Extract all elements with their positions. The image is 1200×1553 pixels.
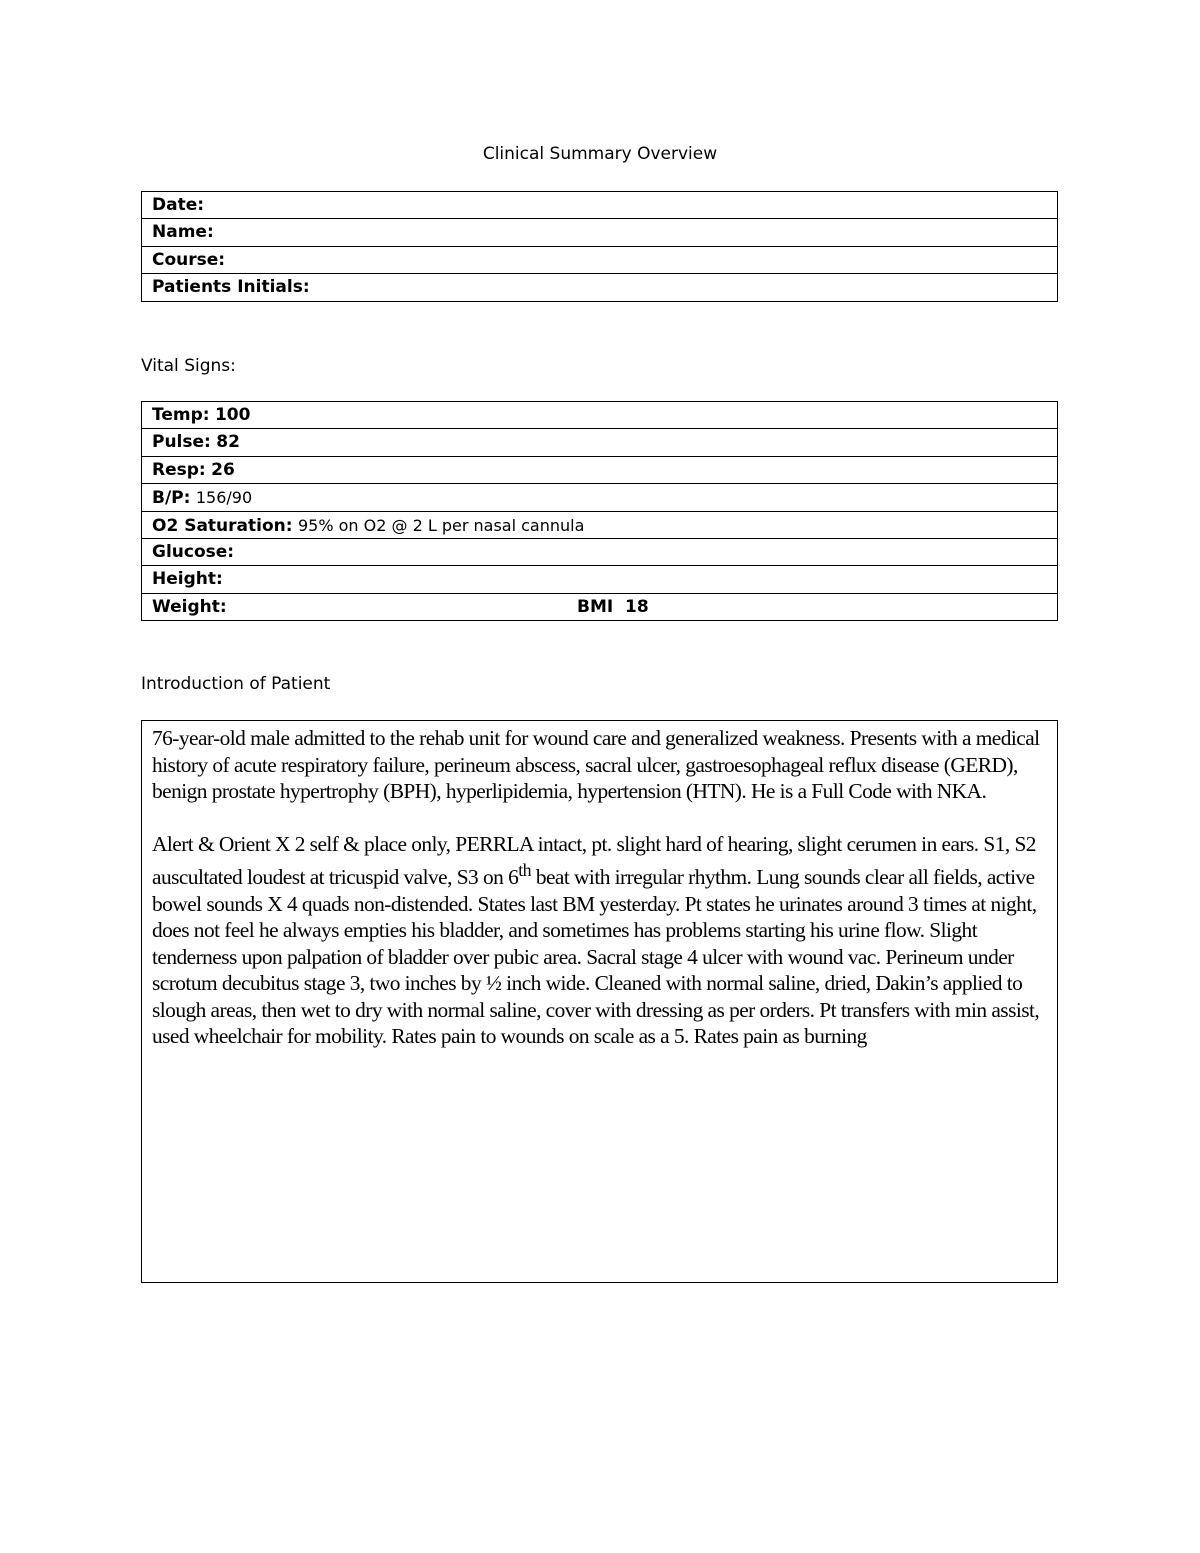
ordinal-suffix: th xyxy=(518,860,532,880)
assessment-text-part1: Alert & Orient X 2 self & place only, PERRLA intact, pt. slight hard of hearing, slight cerumen in ears. S1, S2 auscultated loudest at tricuspid valve, S3 on 6 xyxy=(152,831,1036,890)
name-label: Name: xyxy=(152,222,214,243)
weight-label: Weight: xyxy=(152,596,227,617)
resp-row xyxy=(142,457,1057,484)
o2-label: O2 Saturation: xyxy=(152,515,293,536)
student-info-table xyxy=(141,191,1058,302)
bmi-value: 18 xyxy=(625,596,649,617)
bp-value: 156/90 xyxy=(195,488,253,508)
glucose-label: Glucose: xyxy=(152,541,235,562)
pulse-label: Pulse: xyxy=(152,432,211,453)
resp-label: Resp: xyxy=(152,459,206,480)
o2-value: 95% on O2 @ 2 L per nasal cannula xyxy=(297,515,585,535)
patient-initials-label: Patients Initials: xyxy=(152,277,310,298)
introduction-box xyxy=(141,720,1058,1283)
o2-row xyxy=(142,512,1057,539)
intro-paragraph-history: 76-year-old male admitted to the rehab unit for wound care and generalized weakness. Presents with a medical history of acute respiratory failure, perineum abscess, sacral ulcer, gastroesophageal reflux disease (GERD), benign prostate hypertrophy (BPH), hyperlipidemia, hypertension (HTN). He is a Full Code with NKA. xyxy=(152,726,1040,803)
bmi-field xyxy=(577,594,649,621)
temp-label: Temp: xyxy=(152,405,210,425)
temp-value: 100 xyxy=(214,405,251,425)
date-label: Date: xyxy=(152,195,205,215)
pulse-row xyxy=(142,429,1057,456)
bp-label: B/P: xyxy=(152,488,191,509)
course-row xyxy=(142,247,1057,274)
introduction-heading: Introduction of Patient xyxy=(141,674,331,694)
glucose-row xyxy=(142,539,1057,566)
page-title: Clinical Summary Overview xyxy=(482,144,718,164)
date-row xyxy=(142,192,1057,219)
patient-initials-row xyxy=(142,274,1057,301)
intro-paragraph-assessment xyxy=(152,831,1047,1050)
course-label: Course: xyxy=(152,249,226,270)
name-row xyxy=(142,219,1057,246)
height-label: Height: xyxy=(152,569,223,590)
weight-row xyxy=(142,594,1057,621)
bmi-label: BMI xyxy=(577,596,614,617)
bp-row xyxy=(142,484,1057,511)
vital-signs-table xyxy=(141,401,1058,621)
vital-signs-heading: Vital Signs: xyxy=(141,356,236,376)
assessment-text-part2: beat with irregular rhythm. Lung sounds clear all fields, active bowel sounds X 4 quads non-distended. States last BM yesterday. Pt states he urinates around 3 times at night, does not feel he always empties his bladder, and sometimes has problems starting his urine flow. Slight tenderness upon palpation of bladder over pubic area. Sacral stage 4 ulcer with wound vac. Perineum under scrotum decubitus stage 3, two inches by ½ inch wide. Cleaned with normal saline, dried, Dakin’s applied to slough areas, then wet to dry with normal saline, cover with dressing as per orders. Pt transfers with min assist, used wheelchair for mobility. Rates pain to wounds on scale as a 5. Rates pain as burning xyxy=(152,865,1040,1049)
height-row xyxy=(142,566,1057,593)
pulse-value: 82 xyxy=(216,432,240,453)
temp-row xyxy=(142,402,1057,429)
resp-value: 26 xyxy=(211,459,235,480)
